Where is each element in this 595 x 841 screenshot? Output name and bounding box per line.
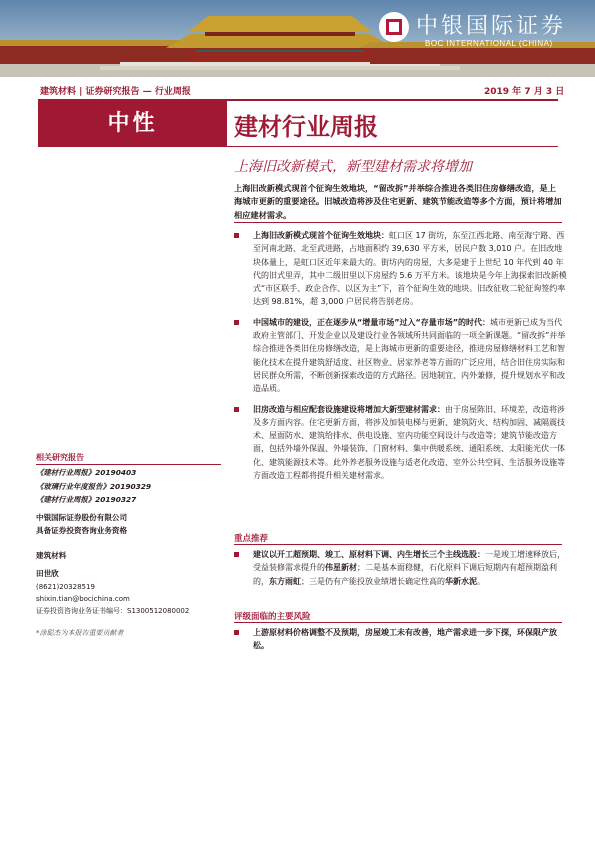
stock-name: 华新水泥: [445, 576, 477, 586]
lead-summary: 上海旧改新模式现首个征询生效地块，“留改拆”并举综合推进各类旧住房修缮改造，是上海城市更新的重要途径。旧城改造将涉及住宅更新、建筑节能改造等多个方面，预计将增加相应建材需求。: [234, 183, 562, 220]
stock-name: 东方雨虹: [269, 576, 301, 586]
bullet-square-icon: [234, 407, 239, 412]
related-report-link[interactable]: 《玻璃行业年度报告》20190329: [36, 481, 152, 491]
list-item: [234, 548, 568, 588]
key-points-list: [234, 229, 568, 489]
point-text: 城市更新已成为当代政府主管部门、开发企业以及建设行业各领域所共同面临的一项全新课题。“留改拆”并举综合推进各类旧住房修缮改造，是上海城市更新的重要途径，推进房屋修缮材料工艺和智能化技术在提升建筑舒适度、社区物业、居家养老等方面的广泛应用，结合旧住房实际和居民群众所需，不断创新探索改造的方式路径。因地制宜、内外兼修，提升规划水平和改造品质。: [253, 317, 566, 394]
related-reports-list: [36, 466, 151, 507]
risk-divider: [234, 622, 562, 623]
risk-text: 上游原材料价格调整不及预期，房屋竣工未有改善，地产需求进一步下探，环保限产放松。: [253, 628, 557, 651]
report-date: 2019 年 7 月 3 日: [484, 87, 565, 97]
report-title: 建材行业周报: [234, 112, 378, 141]
list-item: [234, 403, 568, 483]
report-subtitle: 上海旧改新模式，新型建材需求将增加: [234, 159, 472, 175]
point-heading: 旧房改造与相应配套设施建设将增加大新型建材需求：: [253, 404, 445, 414]
recommend-text: 。: [477, 576, 485, 586]
company-qualification: 具备证券投资咨询业务资格: [36, 526, 128, 535]
bullet-square-icon: [234, 320, 239, 325]
contributor-note: *涂聪杰为本报告重要贡献者: [36, 629, 124, 637]
list-item: [234, 229, 568, 309]
recommend-text: 一是竣工增速释放后，受益装修需求提升的: [253, 550, 565, 573]
analyst-phone: (8621)20328519: [36, 583, 95, 591]
bullet-square-icon: [234, 233, 239, 238]
industry-label: 建筑材料: [36, 551, 67, 560]
point-text: 虹口区 17 街坊，东至江西北路、南至海宁路、西至河南北路、北至武进路，占地面积约 39,630 平方米，居民户数 3,010 户。在旧改地块体量上，是虹口区近年来最大的。街坊内的房屋，大多是建于上世纪 10 年代到 40 年代的旧式里弄，其中二级旧里以下房屋约 5.6 万平方米。该地块是今年上海探索旧改新模式“市区联手、政企合作、以区为主”下，首个征询生效的地块。旧改征收二轮征询签约率达到 98.81%，超 3,000 户居民将告别老房。: [253, 231, 567, 307]
related-reports-title: 相关研究报告: [36, 453, 84, 462]
analyst-name: 田世欣: [36, 569, 59, 578]
analyst-license: 证券投资咨询业务证书编号：S1300512080002: [36, 607, 190, 615]
related-report-link[interactable]: 《建材行业周报》20190327: [36, 495, 137, 504]
bullet-square-icon: [234, 552, 239, 557]
recommend-lead: 建议以开工超预期、竣工、原材料下调、内生增长三个主线选股：: [253, 550, 485, 559]
risk-list: [234, 626, 568, 660]
recommend-heading: 重点推荐: [234, 534, 269, 544]
rating-badge: 中性: [38, 101, 227, 147]
company-name-cn: 中银国际证券: [416, 14, 567, 39]
list-item: [234, 316, 568, 396]
recommend-text: ；三是仍有产能投放业绩增长确定性高的: [301, 576, 445, 586]
header-banner: [0, 0, 595, 77]
related-reports-divider: [36, 464, 221, 465]
breadcrumb: 建筑材料 | 证券研究报告 — 行业周报: [40, 87, 191, 97]
list-item: [234, 626, 568, 653]
lead-divider: [234, 222, 562, 223]
title-divider: [227, 146, 558, 147]
point-heading: 上海旧改新模式现首个征询生效地块：: [253, 231, 389, 240]
stock-name: 伟星新材: [325, 563, 357, 573]
point-text: 由于房屋陈旧、环境差，改造将涉及多方面内容。住宅更新方面，将涉及加装电梯与更新、建筑防火、结构加固、减隔震技术、屋面防水、建筑给排水、供电设施、室内功能空间设计与改造等；建筑节能改造方面，包括外墙外保温、外墙装饰、门窗材料、集中供暖系统、通阳系统、太阳能光伏一体化、建筑能源技术等。此外养老服务设施与适老化改造、室外公共空间、生活服务设施等方面改造工程都将提升相关建材需求。: [253, 404, 565, 481]
company-name-en: BOC INTERNATIONAL (CHINA): [425, 39, 553, 48]
recommend-text: ；二是基本面稳健，石化原料下调后短期内有超预期盈利的，: [253, 563, 557, 586]
recommend-list: [234, 548, 568, 595]
company-name: 中银国际证券股份有限公司: [36, 513, 128, 522]
recommend-divider: [234, 544, 562, 545]
bullet-square-icon: [234, 630, 239, 635]
related-report-link[interactable]: 《建材行业周报》20190403: [36, 468, 137, 477]
analyst-email[interactable]: shixin.tian@bocichina.com: [36, 595, 130, 603]
boc-logo-mark-icon: [386, 19, 402, 35]
point-heading: 中国城市的建设，正在逐步从“增量市场”过入“存量市场”的时代：: [253, 317, 491, 327]
risk-heading: 评级面临的主要风险: [234, 612, 311, 622]
